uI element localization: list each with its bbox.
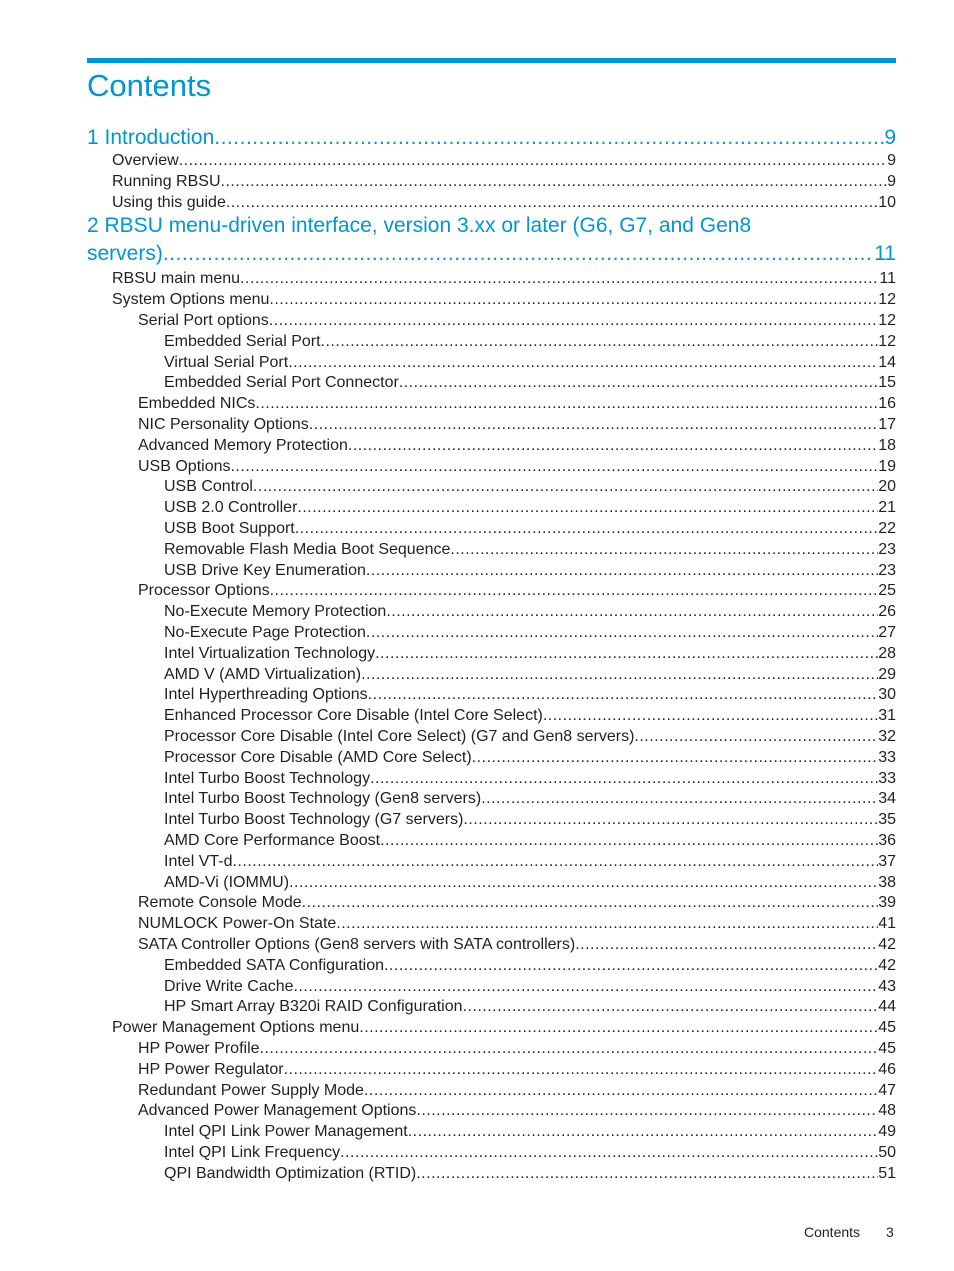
toc-entry[interactable]: [164, 518, 896, 539]
dot-leader: [302, 892, 879, 913]
toc-page-number: 29: [878, 665, 896, 683]
toc-entry[interactable]: [164, 622, 896, 643]
toc-entry[interactable]: [164, 705, 896, 726]
toc-entry-title: Intel Turbo Boost Technology (Gen8 servers): [164, 790, 482, 808]
toc-entry[interactable]: [112, 192, 896, 213]
toc-page-number: 14: [878, 353, 896, 371]
toc-entry-title: Drive Write Cache: [164, 977, 294, 995]
toc-page-number: 30: [878, 686, 896, 704]
dot-leader: [361, 664, 878, 685]
toc-page-number: 32: [878, 728, 896, 745]
dot-leader: [416, 1163, 878, 1184]
dot-leader: [366, 560, 878, 581]
toc-entry[interactable]: [138, 1100, 896, 1121]
toc-chapter-entry[interactable]: [87, 240, 896, 268]
toc-entry-title: Embedded Serial Port: [164, 332, 321, 350]
toc-page-number: 21: [878, 499, 896, 517]
toc-entry[interactable]: [164, 955, 896, 976]
toc-page-number: 49: [878, 1123, 896, 1141]
toc-page-number: 12: [878, 332, 896, 350]
toc-page-number: 45: [878, 1040, 896, 1057]
toc-entry[interactable]: [112, 268, 896, 289]
toc-page-number: 31: [878, 707, 896, 725]
dot-leader: [284, 1059, 879, 1080]
toc-entry-title: USB Control: [164, 478, 253, 496]
toc-page-number: 11: [879, 270, 896, 288]
footer-page-number: 3: [886, 1224, 894, 1240]
toc-entry[interactable]: [164, 809, 896, 830]
toc-entry-title: Enhanced Processor Core Disable (Intel Core Select): [164, 707, 543, 725]
toc-entry-title: No-Execute Memory Protection: [164, 603, 387, 621]
toc-page-number: 46: [878, 1060, 896, 1078]
toc-page-number: 11: [874, 242, 896, 266]
toc-entry[interactable]: [164, 352, 896, 373]
toc-page-number: 20: [878, 478, 896, 496]
toc-chapter-title-line[interactable]: 2 RBSU menu-driven interface, version 3.xx or later (G6, G7, and Gen8: [87, 214, 752, 238]
toc-page-number: 51: [878, 1164, 896, 1182]
dot-leader: [240, 268, 879, 289]
toc-page-number: 22: [878, 520, 896, 537]
toc-entry-title: HP Power Profile: [138, 1040, 260, 1057]
toc-page-number: 34: [878, 790, 896, 808]
toc-entry-title: AMD V (AMD Virtualization): [164, 665, 362, 683]
footer-label: Contents: [804, 1224, 861, 1240]
toc-entry[interactable]: [164, 1163, 896, 1184]
toc-page-number: 39: [878, 894, 896, 912]
dot-leader: [450, 539, 878, 560]
dot-leader: [463, 996, 879, 1017]
toc-page-number: 23: [878, 561, 896, 579]
dot-leader: [295, 518, 878, 539]
dot-leader: [232, 851, 878, 872]
toc-page-number: 12: [878, 291, 896, 309]
toc-entry[interactable]: [164, 331, 896, 352]
toc-entry-title: Embedded SATA Configuration: [164, 956, 384, 974]
toc-page-number: 45: [878, 1019, 896, 1037]
toc-entry-title: USB Boot Support: [164, 520, 295, 537]
dot-leader: [348, 435, 878, 456]
toc-entry[interactable]: [112, 150, 896, 171]
toc-page-number: 47: [878, 1081, 896, 1099]
toc-entry[interactable]: [164, 1142, 896, 1163]
dot-leader: [575, 934, 878, 955]
toc-entry-title: USB 2.0 Controller: [164, 499, 298, 517]
toc-page-number: 38: [878, 873, 896, 891]
toc-entry[interactable]: [164, 872, 896, 893]
toc-entry[interactable]: [112, 289, 896, 310]
toc-entry[interactable]: [164, 1121, 896, 1142]
toc-entry[interactable]: [164, 476, 896, 497]
toc-entry[interactable]: [164, 768, 896, 789]
dot-leader: [309, 414, 878, 435]
toc-entry[interactable]: [164, 601, 896, 622]
toc-page-number: 27: [878, 624, 896, 641]
toc-entry-title: Processor Core Disable (Intel Core Select) (G7 and Gen8 servers): [164, 728, 635, 745]
toc-entry[interactable]: [164, 830, 896, 851]
toc-page-number: 15: [878, 374, 896, 392]
dot-leader: [408, 1121, 879, 1142]
toc-page-number: 43: [878, 977, 896, 995]
toc-entry-title: SATA Controller Options (Gen8 servers with SATA controllers): [138, 936, 576, 953]
toc-entry-title: Intel QPI Link Frequency: [164, 1144, 341, 1161]
toc-page-number: 25: [878, 582, 896, 600]
toc-page-number: 16: [878, 395, 896, 413]
toc-entry[interactable]: [138, 1059, 896, 1080]
toc-page-number: 18: [878, 436, 896, 454]
dot-leader: [384, 955, 878, 976]
toc-entry[interactable]: [164, 664, 896, 685]
dot-leader: [340, 1142, 878, 1163]
toc-entry-title: Redundant Power Supply Mode: [138, 1081, 364, 1099]
toc-entry-title: NUMLOCK Power-On State: [138, 915, 337, 933]
dot-leader: [472, 747, 879, 768]
toc-entry[interactable]: [164, 372, 896, 393]
toc-page-number: 42: [878, 956, 896, 974]
toc-page-number: 28: [878, 644, 896, 662]
dot-leader: [260, 1038, 879, 1059]
dot-leader: [481, 788, 878, 809]
toc-entry-title: Using this guide: [112, 193, 226, 211]
toc-entry-title: System Options menu: [112, 291, 270, 309]
toc-entry[interactable]: [164, 996, 896, 1017]
dot-leader: [416, 1100, 878, 1121]
toc-entry-title: NIC Personality Options: [138, 416, 309, 433]
dot-leader: [226, 192, 878, 213]
toc-entry-title: Intel Turbo Boost Technology (G7 servers): [164, 811, 464, 829]
toc-entry[interactable]: [112, 1017, 896, 1038]
toc-entry[interactable]: [164, 788, 896, 809]
toc-entry[interactable]: [138, 393, 896, 414]
toc-entry[interactable]: [138, 456, 896, 477]
toc-entry-title: Running RBSU: [112, 172, 221, 190]
toc-entry-title: Intel Turbo Boost Technology: [164, 769, 371, 787]
toc-entry[interactable]: [112, 171, 896, 192]
toc-page-number: 50: [878, 1144, 896, 1161]
dot-leader: [179, 150, 887, 171]
toc-page-number: 37: [878, 852, 896, 870]
toc-entry-title: HP Power Regulator: [138, 1060, 284, 1078]
toc-entry-title: Serial Port options: [138, 312, 269, 329]
toc-entry[interactable]: [138, 414, 896, 435]
dot-leader: [386, 601, 878, 622]
dot-leader: [543, 705, 878, 726]
toc-page-number: 12: [878, 312, 896, 329]
dot-leader: [289, 872, 878, 893]
toc-entry-title: Intel QPI Link Power Management: [164, 1123, 408, 1141]
toc-entry-title: RBSU main menu: [112, 270, 241, 288]
toc-page-number: 35: [878, 811, 896, 829]
toc-entry-title: Intel Virtualization Technology: [164, 644, 376, 662]
page-title: Contents: [87, 68, 212, 103]
dot-leader: [463, 809, 878, 830]
toc-entry-title: Intel VT-d: [164, 852, 233, 870]
dot-leader: [288, 352, 878, 373]
toc-page-number: 44: [878, 998, 896, 1016]
dot-leader: [230, 456, 878, 477]
dot-leader: [270, 580, 879, 601]
toc-entry[interactable]: [164, 643, 896, 664]
toc-page-number: 9: [887, 172, 896, 190]
toc-entry[interactable]: [164, 726, 896, 747]
dot-leader: [364, 1080, 878, 1101]
toc-entry[interactable]: [164, 684, 896, 705]
toc-entry-title: Remote Console Mode: [138, 894, 302, 912]
toc-entry-title: Overview: [112, 152, 179, 169]
toc-entry[interactable]: [138, 892, 896, 913]
dot-leader: [368, 684, 879, 705]
toc-entry[interactable]: [138, 934, 896, 955]
toc-entry-title: Embedded Serial Port Connector: [164, 374, 399, 392]
toc-page-number: 33: [878, 769, 896, 787]
toc-entry-title: HP Smart Array B320i RAID Configuration: [164, 998, 463, 1016]
toc-entry-title: Power Management Options menu: [112, 1019, 360, 1037]
dot-leader: [380, 830, 878, 851]
toc-entry-title: Embedded NICs: [138, 395, 256, 413]
toc-entry[interactable]: [138, 435, 896, 456]
toc-page-number: 9: [887, 152, 896, 169]
toc-entry-title: USB Options: [138, 457, 231, 475]
toc-chapter-entry[interactable]: [87, 124, 896, 152]
toc-entry[interactable]: [164, 976, 896, 997]
toc-page-number: 10: [878, 193, 896, 211]
toc-entry-title: Processor Core Disable (AMD Core Select): [164, 748, 472, 766]
dot-leader: [321, 331, 879, 352]
toc-entry-title: AMD-Vi (IOMMU): [164, 873, 290, 891]
toc-entry-title: Removable Flash Media Boot Sequence: [164, 540, 451, 558]
toc-entry-title: USB Drive Key Enumeration: [164, 561, 366, 579]
dot-leader: [634, 726, 878, 747]
toc-entry[interactable]: [164, 497, 896, 518]
toc-page-number: 48: [878, 1102, 896, 1120]
toc-entry-title: No-Execute Page Protection: [164, 624, 366, 641]
toc-entry[interactable]: [138, 310, 896, 331]
toc-entry-title: Virtual Serial Port: [164, 353, 289, 371]
toc-page-number: 26: [878, 603, 896, 621]
dot-leader: [253, 476, 878, 497]
toc-entry-title: Intel Hyperthreading Options: [164, 686, 368, 704]
dot-leader: [399, 372, 878, 393]
dot-leader: [255, 393, 878, 414]
toc-page-number: 17: [878, 416, 896, 433]
dot-leader: [359, 1017, 878, 1038]
dot-leader: [366, 622, 878, 643]
dot-leader: [375, 643, 878, 664]
toc-page-number: 41: [878, 915, 896, 933]
toc-entry-title: QPI Bandwidth Optimization (RTID): [164, 1164, 417, 1182]
toc-page-number: 33: [878, 748, 896, 766]
toc-page-number: 19: [878, 457, 896, 475]
toc-entry[interactable]: [164, 747, 896, 768]
dot-leader: [370, 768, 878, 789]
dot-leader: [269, 289, 878, 310]
dot-leader: [269, 310, 878, 331]
toc-page-number: 9: [884, 126, 896, 149]
toc-entry-title: Advanced Power Management Options: [138, 1102, 417, 1120]
dot-leader: [297, 497, 878, 518]
toc-entry-title: Processor Options: [138, 582, 270, 600]
toc-entry[interactable]: [138, 580, 896, 601]
toc-entry[interactable]: [164, 539, 896, 560]
toc-entry-title: AMD Core Performance Boost: [164, 832, 381, 849]
toc-page-number: 36: [878, 832, 896, 849]
toc-page-number: 42: [878, 936, 896, 953]
toc-entry[interactable]: [138, 1080, 896, 1101]
toc-entry[interactable]: [164, 560, 896, 581]
dot-leader: [163, 240, 874, 268]
dot-leader: [214, 124, 884, 152]
toc-entry-title: servers): [87, 242, 163, 266]
toc-entry-title: 1 Introduction: [87, 126, 215, 149]
dot-leader: [336, 913, 878, 934]
toc-entry[interactable]: [138, 913, 896, 934]
toc-entry-title: Advanced Memory Protection: [138, 436, 348, 454]
toc-entry[interactable]: [138, 1038, 896, 1059]
toc-page-number: 23: [878, 540, 896, 558]
dot-leader: [221, 171, 888, 192]
toc-entry[interactable]: [164, 851, 896, 872]
dot-leader: [294, 976, 879, 997]
